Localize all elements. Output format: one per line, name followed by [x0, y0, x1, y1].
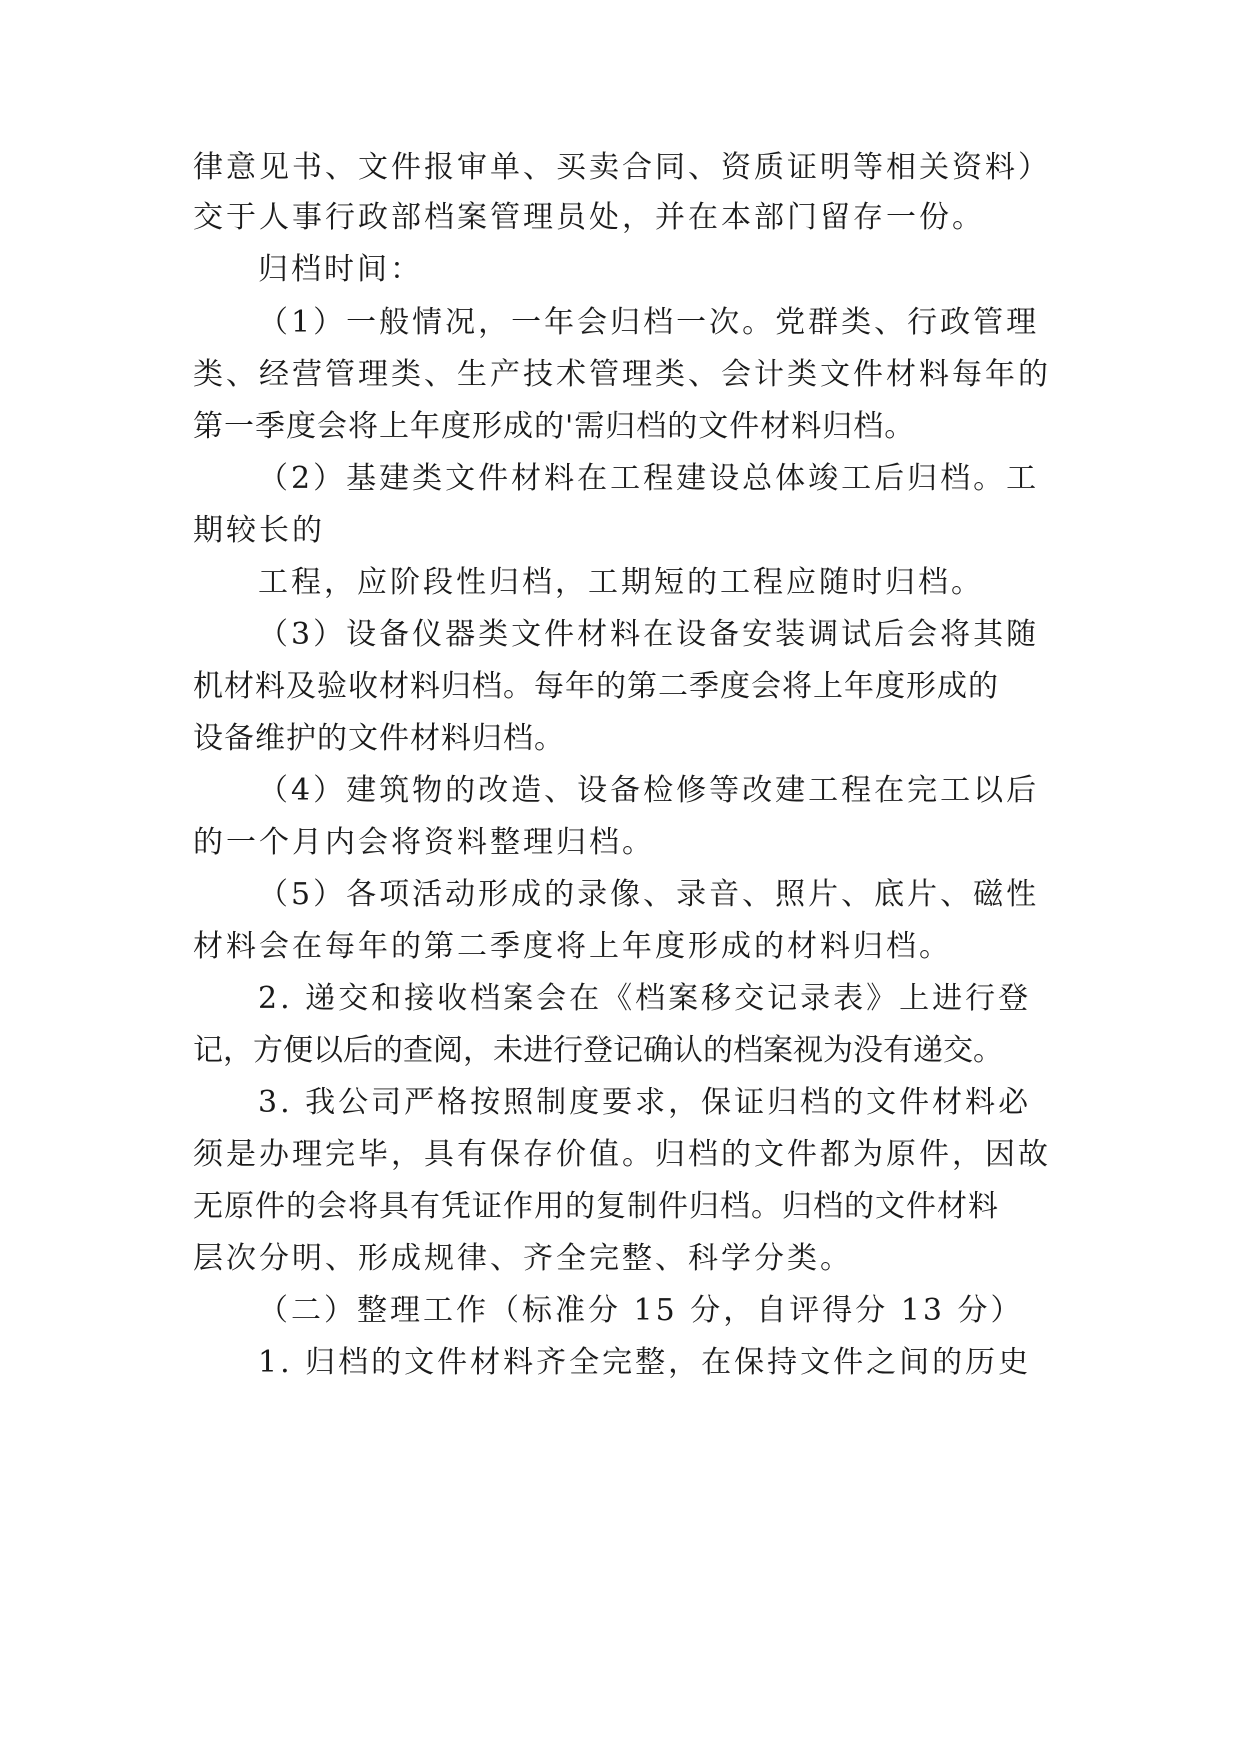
text-line-24: 1. 归档的文件材料齐全完整，在保持文件之间的历史	[258, 1345, 1032, 1380]
text-line-13: （4）建筑物的改造、设备检修等改建工程在完工以后	[258, 773, 1040, 808]
text-line-10: （3）设备仪器类文件材料在设备安装调试后会将其随	[258, 617, 1040, 652]
text-line-9: 工程，应阶段性归档，工期短的工程应随时归档。	[258, 565, 984, 600]
text-line-4: （1）一般情况，一年会归档一次。党群类、行政管理	[258, 305, 1040, 340]
text-line-7: （2）基建类文件材料在工程建设总体竣工后归档。工	[258, 461, 1040, 496]
text-line-6: 第一季度会将上年度形成的'需归档的文件材料归档。	[193, 409, 916, 444]
text-line-5: 类、经营管理类、生产技术管理类、会计类文件材料每年的	[193, 357, 1051, 392]
text-line-1: 律意见书、文件报审单、买卖合同、资质证明等相关资料）	[193, 150, 1051, 185]
text-line-19: 3. 我公司严格按照制度要求，保证归档的文件材料必	[258, 1085, 1032, 1120]
text-line-21: 无原件的会将具有凭证作用的复制件归档。归档的文件材料	[193, 1189, 999, 1224]
text-line-22: 层次分明、形成规律、齐全完整、科学分类。	[193, 1241, 853, 1276]
text-line-8: 期较长的	[193, 513, 325, 548]
text-line-20: 须是办理完毕，具有保存价值。归档的文件都为原件，因故	[193, 1137, 1051, 1172]
text-line-17: 2. 递交和接收档案会在《档案移交记录表》上进行登	[258, 981, 1032, 1016]
text-line-12: 设备维护的文件材料归档。	[193, 721, 565, 756]
text-line-23: （二）整理工作（标准分 15 分，自评得分 13 分）	[258, 1293, 1024, 1328]
text-line-11: 机材料及验收材料归档。每年的第二季度会将上年度形成的	[193, 669, 999, 704]
text-line-18: 记，方便以后的查阅，未进行登记确认的档案视为没有递交。	[193, 1033, 1003, 1068]
text-line-15: （5）各项活动形成的录像、录音、照片、底片、磁性	[258, 877, 1040, 912]
text-line-3: 归档时间：	[258, 252, 423, 287]
text-line-16: 材料会在每年的第二季度将上年度形成的材料归档。	[193, 929, 952, 964]
text-line-2: 交于人事行政部档案管理员处，并在本部门留存一份。	[193, 200, 985, 235]
text-line-14: 的一个月内会将资料整理归档。	[193, 825, 655, 860]
